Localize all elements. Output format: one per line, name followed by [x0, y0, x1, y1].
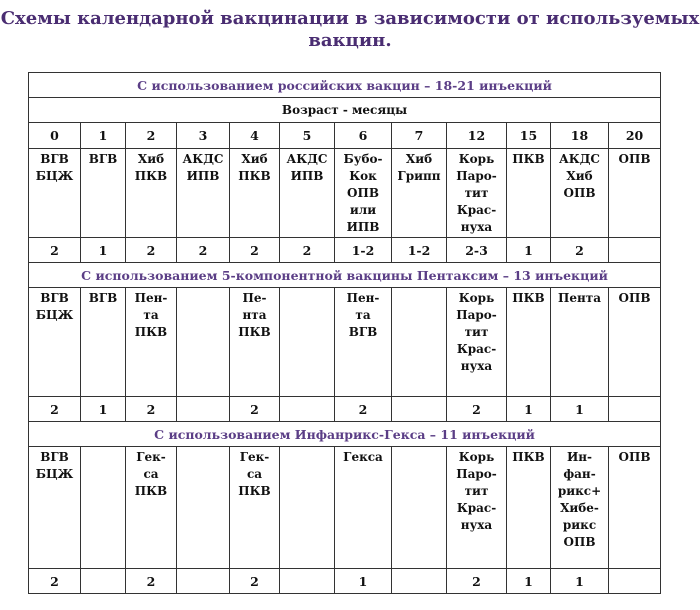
- injection-count-cell: 2: [126, 397, 177, 422]
- month-cell: 3: [177, 123, 230, 149]
- vaccination-schedule-table: [28, 72, 661, 594]
- vaccine-cell: Пе- нта ПКВ: [230, 288, 280, 397]
- age-header-row: [29, 98, 661, 123]
- vaccine-cell: ОПВ: [609, 447, 661, 569]
- vaccine-cell: Гекса: [335, 447, 392, 569]
- vaccines-row: [29, 288, 661, 397]
- injection-count-cell: [609, 397, 661, 422]
- month-cell: 4: [230, 123, 280, 149]
- injection-count-cell: 2: [230, 238, 280, 263]
- injection-count-cell: [280, 569, 335, 594]
- injection-count-cell: 1: [507, 569, 551, 594]
- age-header: Возраст - месяцы: [29, 98, 661, 123]
- section-heading: С использованием 5-компонентной вакцины Пентаксим – 13 инъекций: [29, 263, 661, 288]
- vaccine-cell: Хиб ПКВ: [230, 149, 280, 238]
- injection-count-cell: 2: [230, 569, 280, 594]
- injection-count-cell: 2: [447, 397, 507, 422]
- vaccine-cell: ОПВ: [609, 149, 661, 238]
- injections-row: [29, 569, 661, 594]
- section-heading: С использованием Инфанрикс-Гекса – 11 инъекций: [29, 422, 661, 447]
- vaccine-cell: ВГВ БЦЖ: [29, 149, 81, 238]
- vaccine-cell: [392, 288, 447, 397]
- vaccine-cell: Хиб Грипп: [392, 149, 447, 238]
- vaccine-cell: Корь Паро- тит Крас- нуха: [447, 149, 507, 238]
- vaccine-cell: [280, 447, 335, 569]
- section-header-row: [29, 422, 661, 447]
- vaccine-cell: Гек- са ПКВ: [230, 447, 280, 569]
- injection-count-cell: 2: [126, 569, 177, 594]
- injection-count-cell: [280, 397, 335, 422]
- injection-count-cell: [177, 569, 230, 594]
- injection-count-cell: 1-2: [335, 238, 392, 263]
- section-heading: С использованием российских вакцин – 18-21 инъекций: [29, 73, 661, 98]
- injection-count-cell: 1: [507, 238, 551, 263]
- injection-count-cell: [609, 569, 661, 594]
- vaccine-cell: [280, 288, 335, 397]
- injection-count-cell: 1: [551, 569, 609, 594]
- vaccine-cell: [177, 288, 230, 397]
- injection-count-cell: 2: [29, 397, 81, 422]
- section-header-row: [29, 73, 661, 98]
- month-cell: 12: [447, 123, 507, 149]
- injections-row: [29, 238, 661, 263]
- vaccine-cell: Корь Паро- тит Крас- нуха: [447, 288, 507, 397]
- injection-count-cell: 1: [81, 238, 126, 263]
- vaccines-row: [29, 447, 661, 569]
- month-cell: 18: [551, 123, 609, 149]
- months-row: [29, 123, 661, 149]
- injection-count-cell: 2: [447, 569, 507, 594]
- injection-count-cell: 1-2: [392, 238, 447, 263]
- injection-count-cell: [81, 569, 126, 594]
- injection-count-cell: [177, 397, 230, 422]
- vaccine-cell: АКДС Хиб ОПВ: [551, 149, 609, 238]
- injection-count-cell: 1: [335, 569, 392, 594]
- vaccine-cell: ВГВ БЦЖ: [29, 447, 81, 569]
- injection-count-cell: 1: [81, 397, 126, 422]
- injection-count-cell: 2: [29, 238, 81, 263]
- injection-count-cell: 2: [230, 397, 280, 422]
- vaccine-cell: ВГВ БЦЖ: [29, 288, 81, 397]
- vaccine-cell: ВГВ: [81, 149, 126, 238]
- vaccine-cell: ПКВ: [507, 447, 551, 569]
- vaccine-cell: ВГВ: [81, 288, 126, 397]
- vaccine-cell: ПКВ: [507, 149, 551, 238]
- injection-count-cell: [609, 238, 661, 263]
- vaccine-cell: Корь Паро- тит Крас- нуха: [447, 447, 507, 569]
- injections-row: [29, 397, 661, 422]
- vaccine-cell: [392, 447, 447, 569]
- injection-count-cell: 2: [177, 238, 230, 263]
- vaccine-cell: Гек- са ПКВ: [126, 447, 177, 569]
- vaccine-cell: Пен- та ПКВ: [126, 288, 177, 397]
- injection-count-cell: [392, 569, 447, 594]
- month-cell: 0: [29, 123, 81, 149]
- page-title: Схемы календарной вакцинации в зависимости от используемых вакцин.: [0, 8, 700, 51]
- vaccines-row: [29, 149, 661, 238]
- vaccine-cell: Пен- та ВГВ: [335, 288, 392, 397]
- injection-count-cell: 2: [335, 397, 392, 422]
- month-cell: 1: [81, 123, 126, 149]
- injection-count-cell: 1: [551, 397, 609, 422]
- month-cell: 15: [507, 123, 551, 149]
- month-cell: 7: [392, 123, 447, 149]
- vaccine-cell: Пента: [551, 288, 609, 397]
- injection-count-cell: 2: [551, 238, 609, 263]
- injection-count-cell: [392, 397, 447, 422]
- injection-count-cell: 1: [507, 397, 551, 422]
- vaccine-cell: ОПВ: [609, 288, 661, 397]
- vaccine-cell: Бубо- Кок ОПВ или ИПВ: [335, 149, 392, 238]
- month-cell: 6: [335, 123, 392, 149]
- vaccine-cell: [81, 447, 126, 569]
- injection-count-cell: 2: [280, 238, 335, 263]
- month-cell: 2: [126, 123, 177, 149]
- month-cell: 20: [609, 123, 661, 149]
- vaccine-cell: Хиб ПКВ: [126, 149, 177, 238]
- vaccine-cell: Ин- фан- рикс+ Хибе- рикс ОПВ: [551, 447, 609, 569]
- injection-count-cell: 2: [29, 569, 81, 594]
- vaccine-cell: АКДС ИПВ: [280, 149, 335, 238]
- section-header-row: [29, 263, 661, 288]
- vaccine-cell: [177, 447, 230, 569]
- injection-count-cell: 2: [126, 238, 177, 263]
- vaccine-cell: АКДС ИПВ: [177, 149, 230, 238]
- injection-count-cell: 2-3: [447, 238, 507, 263]
- vaccine-cell: ПКВ: [507, 288, 551, 397]
- month-cell: 5: [280, 123, 335, 149]
